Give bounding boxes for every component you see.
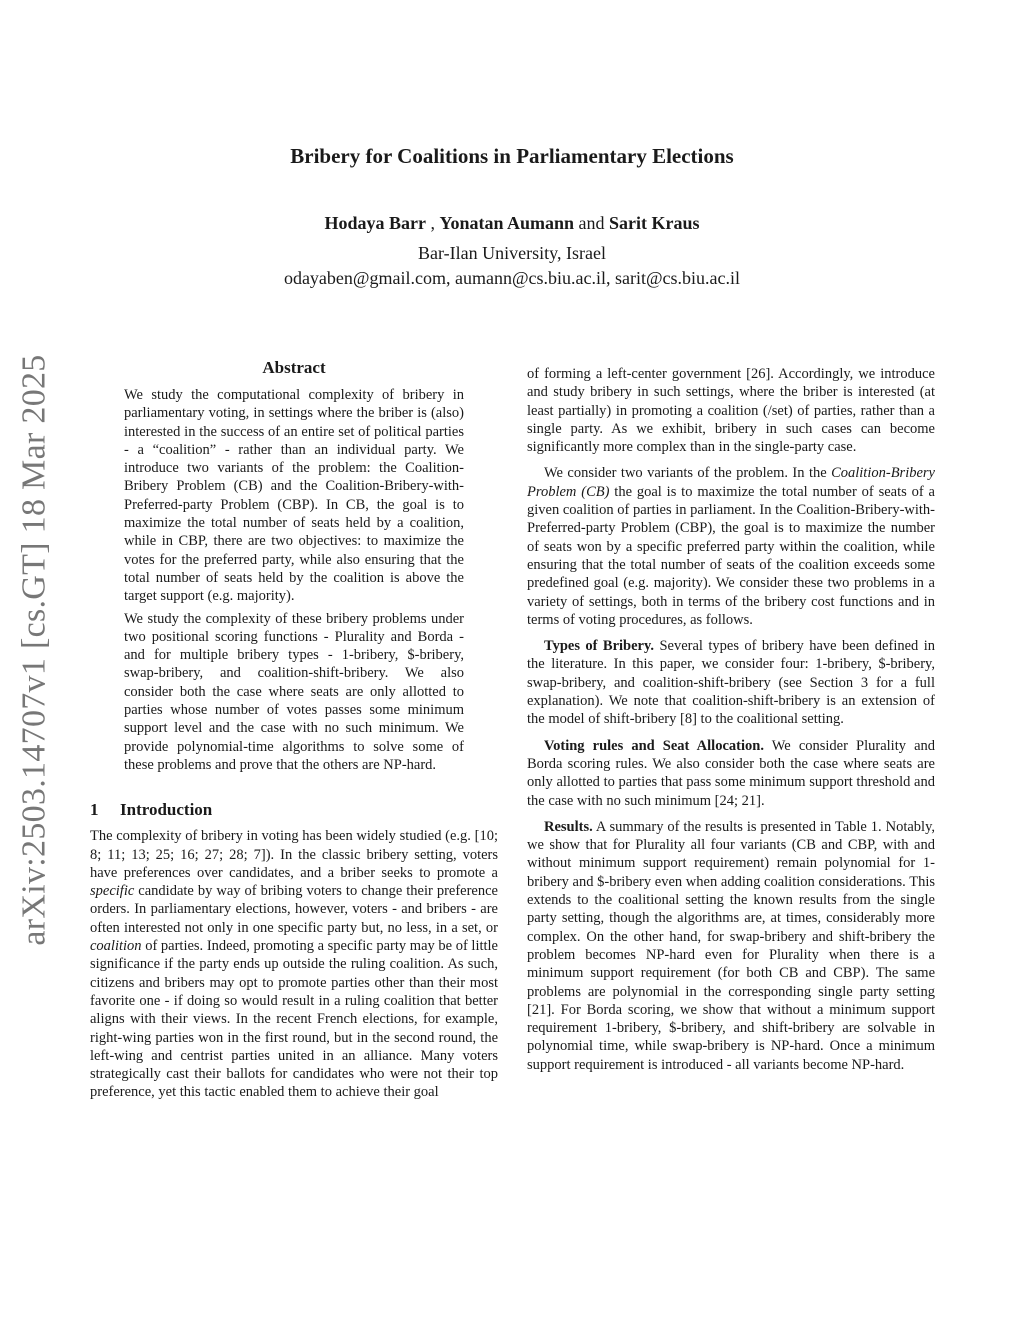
author-list xyxy=(0,213,1024,234)
paragraph-heading: Types of Bribery. xyxy=(544,638,655,655)
abstract-paragraph: We study the complexity of these bribery problems under two positional scoring functions - Plurality and Borda - and for multiple bribery types - 1-bribery, $-bribery, swap-bribery, and coalition-shift-bribery. We also consider both the case where seats are only allotted to parties whose number of votes passes some minimum support level and the case with no such minimum. We provide polynomial-time algorithms to solve some of these problems and prove that the others are NP-hard. xyxy=(124,610,464,773)
arxiv-identifier-text: arXiv:2503.14707v1 [cs.GT] 18 Mar 2025 xyxy=(16,354,54,946)
text-run: We consider two variants of the problem. In the xyxy=(544,465,832,482)
author-3: Sarit Kraus xyxy=(609,213,700,233)
body-paragraph xyxy=(527,637,935,728)
author-emails: odayaben@gmail.com, aumann@cs.biu.ac.il, sarit@cs.biu.ac.il xyxy=(283,268,741,288)
text-run: A summary of the results is presented in Table 1. Notably, we show that for Plurality all four variants (CB and CBP, with and without minimum support requirement) remain polynomial for 1-bribery and $-bribery even when adding coalition considerations. This extends to the coalitional setting the known results from the single party setting, though the algorithms are, at times, considerably more complex. On the other hand, for swap-bribery and shift-bribery the problem becomes NP-hard even for Plurality when there is a minimum support requirement (for both CB and CBP). The same problems are polynomial in the corresponding single party setting [21]. For Borda scoring, we show that without a minimum support requirement 1-bribery, $-bribery, and shift-bribery are solvable in polynomial time, while swap-bribery is NP-hard. Once a minimum support requirement is introduced - all variants become NP-hard. xyxy=(527,818,935,1073)
paragraph-heading: Voting rules and Seat Allocation. xyxy=(544,737,764,754)
body-paragraph: of forming a left-center government [26]. Accordingly, we introduce and study bribery in such settings, where the briber is interested (at least partially) in promoting a coalition (/set) of parties, rather than a single party. As we exhibit, bribery in such cases can become significantly more complex than in the single-party case. xyxy=(527,366,935,456)
abstract-paragraph: We study the computational complexity of bribery in parliamentary voting, in settings where the briber is (also) interested in the success of an entire set of political parties - a “coalition” - rather than an individual party. We introduce two variants of the problem: the Coalition-Bribery Problem (CB) and the Coalition-Bribery-with-Preferred-party Problem (CBP). In CB, the goal is to maximize the total number of seats held by a coalition, while in CBP, there are two objectives: to maximize the votes for the preferred party, while also ensuring that the total number of seats held by the coalition is above the target support (e.g. majority). xyxy=(124,387,464,605)
affiliation: Bar-Ilan University, Israel xyxy=(418,243,606,263)
left-column xyxy=(90,358,498,1102)
text-run: candidate by way of bribing voters to change their preference orders. In parliamentary elections, however, voters - and bribers - are often interested not only in one specific party but, no less, in a set, or xyxy=(90,883,498,936)
emphasis: specific xyxy=(90,883,135,900)
text-run: Several types of bribery have been defined in the literature. In this paper, we consider four: 1-bribery, $-bribery, swap-bribery, and coalition-shift-bribery (see Section 3 for a full explanation). We note that coalition-shift-bribery is an extension of the model of shift-bribery [8] to the coalitional setting. xyxy=(527,638,935,728)
author-2: Yonatan Aumann xyxy=(439,213,575,233)
body-paragraph xyxy=(527,737,935,810)
section-heading-introduction xyxy=(90,800,498,820)
author-separator: , xyxy=(425,213,440,233)
paper-title: Bribery for Coalitions in Parliamentary Elections xyxy=(290,144,734,168)
emphasis: coalition xyxy=(90,938,142,955)
author-separator: and xyxy=(574,213,610,233)
paragraph-heading: Results. xyxy=(544,818,593,835)
body-paragraph xyxy=(527,818,935,1074)
arxiv-identifier xyxy=(8,350,62,950)
emphasis: Coalition-Bribery Problem (CB) xyxy=(527,465,935,500)
intro-paragraph xyxy=(90,827,498,1101)
right-column xyxy=(527,365,935,1074)
text-run: the goal is to maximize the total number of seats of a given coalition of parties in parliament. In the Coalition-Bribery-with-Preferred-party Problem (CBP), the goal is to maximize the number of seats won by a specific preferred party within the coalition, while ensuring that the total number of seats of the coalition exceeds some predefined goal (e.g. majority). We consider these two problems in a variety of settings, both in terms of the bribery cost functions and in terms of voting procedures, as follows. xyxy=(527,483,935,628)
text-run: of parties. Indeed, promoting a specific party may be of little significance if the party ends up outside the ruling coalition. As such, citizens and bribers may opt to promote parties other than their most favorite one - if doing so would result in a ruling coalition that better aligns with their views. In the recent French elections, for example, right-wing parties won in the first round, but in the second round, the left-wing and centrist parties united in an alliance. Many voters strategically cast their ballots for candidates who were not their top preference, yet this tactic enabled them to achieve their goal xyxy=(90,938,498,1101)
text-run: We consider Plurality and Borda scoring rules. We also consider both the case where seats are only allotted to parties that pass some minimum support threshold and the case with no such minimum [24; 21]. xyxy=(527,737,936,809)
abstract-section xyxy=(90,358,498,774)
section-title: Introduction xyxy=(120,800,213,820)
author-1: Hodaya Barr xyxy=(324,213,426,233)
body-paragraph xyxy=(527,464,935,629)
section-number: 1 xyxy=(90,800,99,820)
text-run: The complexity of bribery in voting has been widely studied (e.g. [10; 8; 11; 13; 25; 16; 27; 28; 7]). In the classic bribery setting, voters have preferences over candidates, and a briber seeks to promote a xyxy=(90,828,498,881)
abstract-heading: Abstract xyxy=(262,358,326,377)
